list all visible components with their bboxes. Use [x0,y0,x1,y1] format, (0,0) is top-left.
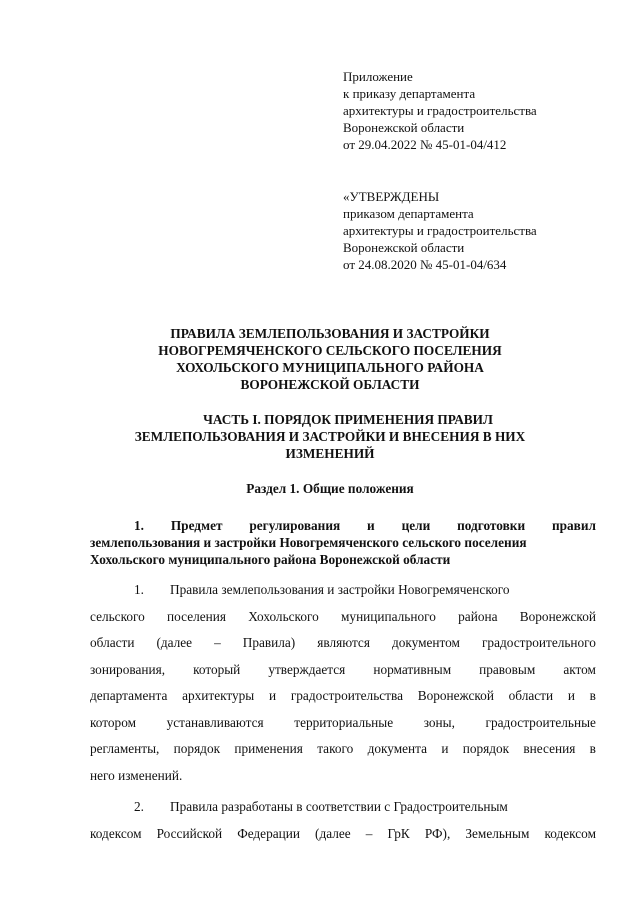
word: внесения [523,741,576,756]
paragraph-text: Правила разработаны в соответствии с Градостроительным [170,799,508,814]
article-heading-line [90,517,596,534]
appendix-line: от 29.04.2022 № 45-01-04/412 [343,137,507,152]
paragraph-line [90,683,596,710]
word: территориальные [294,714,394,730]
word: который [193,661,241,677]
word: в [589,741,596,756]
word: (далее [156,635,193,650]
word: области [90,635,135,650]
paragraph-1 [90,577,596,789]
word: документом [391,635,460,650]
word: утверждается [268,661,346,677]
paragraph-line [90,657,596,684]
heading-word: цели [401,518,431,533]
approval-line: архитектуры и градостроительства [343,223,537,238]
word: Хохольского [248,608,319,624]
heading-word: подготовки [457,518,526,533]
paragraph-line [90,604,596,631]
appendix-line: к приказу департамента [343,86,476,101]
word: и [567,688,575,703]
paragraph-line [90,577,596,604]
part-title-line: ИЗМЕНЕНИЙ [285,446,375,461]
word: устанавливаются [166,714,264,730]
word: являются [317,635,370,650]
article-heading [90,517,596,568]
paragraph-line [90,794,596,821]
appendix-line: Приложение [343,69,413,84]
paragraph-text: Правила землепользования и застройки Новогремяченского [170,582,510,597]
approval-block [343,188,537,273]
paragraph-line [90,710,596,737]
heading-word: Предмет [170,518,223,533]
word: Воронежской [417,688,494,703]
word: и [268,688,277,703]
word: архитектуры [182,688,255,703]
approval-line: «УТВЕРЖДЕНЫ [343,189,440,204]
word: градостроительства [290,688,403,703]
article-heading-line: Хохольского муниципального района Воронежской области [90,552,451,567]
paragraph-number: 1. [134,582,144,597]
heading-word: правил [551,518,596,533]
word: Российской [156,825,223,841]
title-line: НОВОГРЕМЯЧЕНСКОГО СЕЛЬСКОГО ПОСЕЛЕНИЯ [158,343,502,358]
word: градостроительные [485,714,596,730]
heading-word: регулирования [249,518,341,533]
heading-word: и [367,518,375,533]
appendix-line: архитектуры и градостроительства [343,103,537,118]
word: кодексом [90,825,142,841]
word: ГрК [387,825,410,841]
word: Земельным [465,825,530,841]
paragraph-line [90,630,596,657]
word: такого [317,741,354,756]
word: градостроительного [481,635,596,650]
title-line: ХОХОЛЬСКОГО МУНИЦИПАЛЬНОГО РАЙОНА [176,360,484,375]
title-line: ВОРОНЕЖСКОЙ ОБЛАСТИ [240,377,420,392]
word: кодексом [544,825,596,841]
word: зонирования, [90,661,166,677]
word: (далее [315,825,351,841]
word: сельского [90,608,145,624]
part-title [60,411,600,462]
paragraph-number: 2. [134,799,144,814]
word: регламенты, [90,741,160,756]
title-line: ПРАВИЛА ЗЕМЛЕПОЛЬЗОВАНИЯ И ЗАСТРОЙКИ [170,326,490,341]
heading-word: 1. [134,518,144,533]
word: района [458,608,498,624]
approval-line: приказом департамента [343,206,474,221]
word: правовым [479,661,536,677]
word: зоны, [423,714,455,730]
word: документа [367,741,428,756]
paragraph-line [90,821,596,848]
approval-line: от 24.08.2020 № 45-01-04/634 [343,257,507,272]
word: Правила) [242,635,296,650]
document-title [60,325,600,393]
word: – [214,635,221,650]
article-heading-line: землепользования и застройки Новогремяченского сельского поселения [90,535,527,550]
word: порядок [462,741,510,756]
word: – [365,825,373,841]
word: и [441,741,449,756]
word: РФ), [424,825,451,841]
word: Федерации [237,825,300,841]
word: департамента [90,688,168,703]
word: применения [234,741,303,756]
paragraph-line: него изменений. [90,767,183,783]
word: в [589,688,596,703]
word: порядок [173,741,221,756]
appendix-line: Воронежской области [343,120,465,135]
word: актом [563,661,596,677]
word: котором [90,714,136,730]
word: поселения [167,608,226,624]
section-heading: Раздел 1. Общие положения [246,481,414,496]
word: Воронежской [519,608,596,624]
approval-line: Воронежской области [343,240,465,255]
word: нормативным [373,661,452,677]
word: муниципального [341,608,436,624]
part-title-line: ЧАСТЬ I. ПОРЯДОК ПРИМЕНЕНИЯ ПРАВИЛ [203,412,493,427]
part-title-line: ЗЕМЛЕПОЛЬЗОВАНИЯ И ЗАСТРОЙКИ И ВНЕСЕНИЯ В НИХ [134,429,526,444]
paragraph-line [90,736,596,763]
word: области [508,688,554,703]
appendix-reference [343,68,537,153]
paragraph-2 [90,794,596,847]
